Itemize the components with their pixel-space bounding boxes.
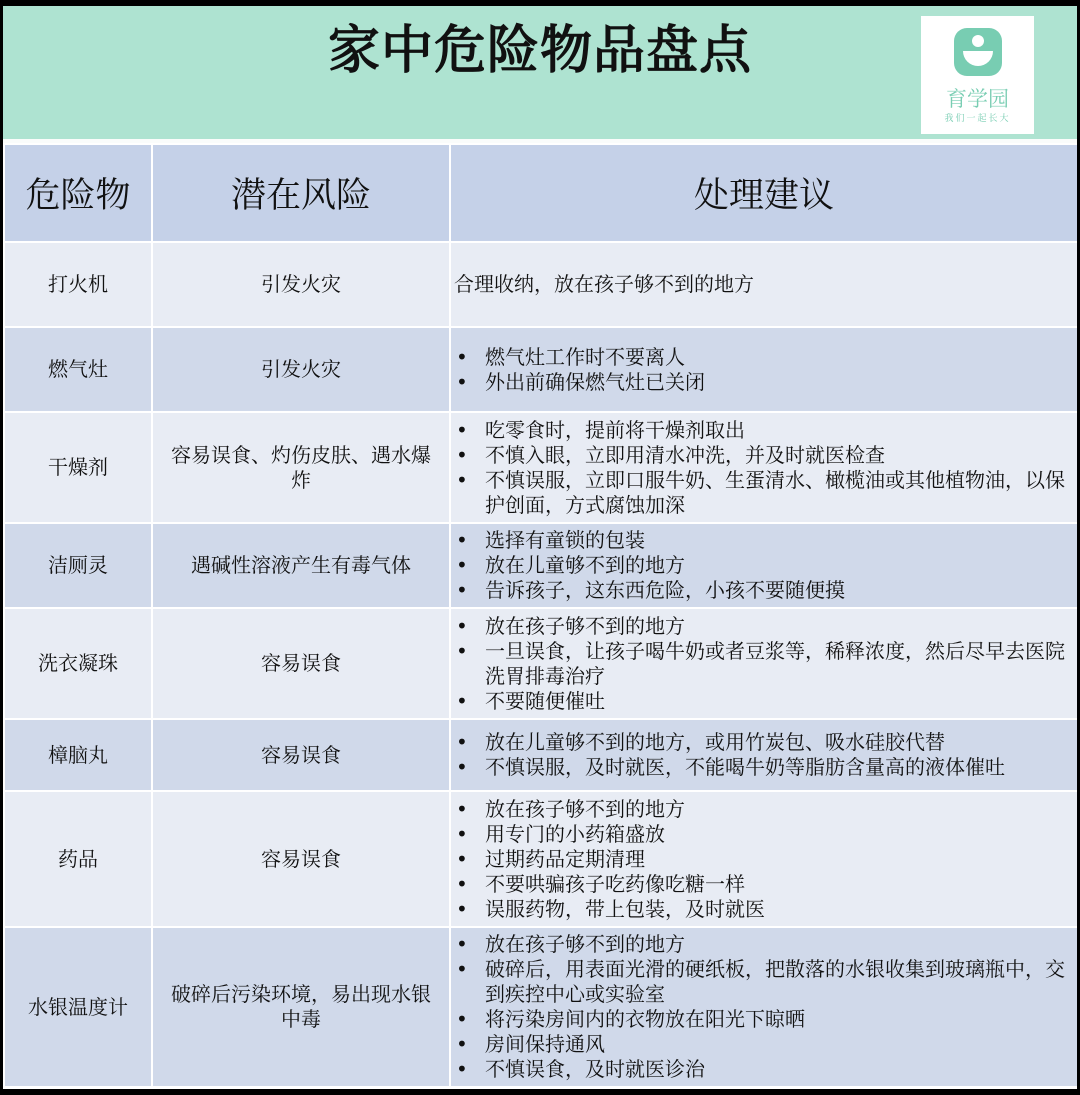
advice-list: [451, 932, 1077, 1082]
advice-item: • 放在儿童够不到的地方，或用竹炭包、吸水硅胶代替: [451, 730, 1077, 755]
risk-cell: [152, 327, 450, 412]
risk-cell: [152, 242, 450, 327]
advice-item: • 选择有童锁的包装: [451, 528, 1077, 553]
table-row: [4, 412, 1077, 523]
advice-item: • 用专门的小药箱盛放: [451, 822, 1077, 847]
advice-item: • 燃气灶工作时不要离人: [451, 345, 1077, 370]
risk-cell: [152, 791, 450, 927]
header-risk: 潜在风险: [152, 144, 450, 242]
risk-cell: [152, 927, 450, 1087]
risk-cell: [152, 412, 450, 523]
table-header-row: [4, 144, 1077, 242]
hazard-name: 药品: [4, 791, 152, 927]
risk-text: 引发火灾: [261, 272, 341, 296]
table-row: [4, 327, 1077, 412]
advice-text: 合理收纳，放在孩子够不到的地方: [454, 272, 754, 296]
table-row: [4, 608, 1077, 719]
advice-item: • 一旦误食，让孩子喝牛奶或者豆浆等，稀释浓度，然后尽早去医院洗胃排毒治疗: [451, 639, 1077, 689]
advice-cell: [450, 523, 1077, 608]
advice-item: • 不慎误服，及时就医，不能喝牛奶等脂肪含量高的液体催吐: [451, 755, 1077, 780]
advice-item: • 放在孩子够不到的地方: [451, 932, 1077, 957]
advice-cell: [450, 608, 1077, 719]
risk-text: 引发火灾: [261, 357, 341, 381]
risk-text: 容易误食: [261, 651, 341, 675]
advice-item: • 将污染房间内的衣物放在阳光下晾晒: [451, 1007, 1077, 1032]
advice-cell: [450, 412, 1077, 523]
advice-item: • 误服药物，带上包装，及时就医: [451, 897, 1077, 922]
table-row: [4, 927, 1077, 1087]
advice-cell: [450, 327, 1077, 412]
advice-item: • 不慎入眼，立即用清水冲洗，并及时就医检查: [451, 443, 1077, 468]
hazard-name: 洗衣凝珠: [4, 608, 152, 719]
advice-list: [451, 528, 1077, 603]
advice-item: • 过期药品定期清理: [451, 847, 1077, 872]
risk-text: 容易误食: [261, 846, 341, 871]
advice-list: [451, 418, 1077, 518]
hazard-name: 洁厕灵: [4, 523, 152, 608]
risk-text: 容易误食、灼伤皮肤、遇水爆炸: [171, 442, 431, 492]
advice-cell: [450, 719, 1077, 791]
brand-slogan: 我们一起长大: [944, 114, 1011, 124]
advice-item: • 不慎误服，立即口服牛奶、生蛋清水、橄榄油或其他植物油，以保护创面，方式腐蚀加深: [451, 468, 1077, 518]
advice-item: • 不要随便催吐: [451, 689, 1077, 714]
advice-list: [451, 730, 1077, 780]
advice-item: • 不要哄骗孩子吃药像吃糖一样: [451, 872, 1077, 897]
risk-cell: [152, 719, 450, 791]
risk-text: 容易误食: [261, 742, 341, 767]
table-row: [4, 242, 1077, 327]
advice-item: • 房间保持通风: [451, 1032, 1077, 1057]
table-body: [4, 242, 1077, 1087]
risk-cell: [152, 523, 450, 608]
advice-item: • 告诉孩子，这东西危险，小孩不要随便摸: [451, 578, 1077, 603]
table-row: [4, 523, 1077, 608]
advice-list: [451, 345, 1077, 395]
advice-item: • 吃零食时，提前将干燥剂取出: [451, 418, 1077, 443]
header-hazard: 危险物: [4, 144, 152, 242]
advice-item: • 放在孩子够不到的地方: [451, 797, 1077, 822]
advice-item: • 放在孩子够不到的地方: [451, 614, 1077, 639]
advice-cell: [450, 927, 1077, 1087]
hazard-name: 燃气灶: [4, 327, 152, 412]
advice-list: [451, 614, 1077, 714]
brand-name: 育学园: [946, 87, 1009, 111]
hazard-name: 水银温度计: [4, 927, 152, 1087]
advice-item: • 放在儿童够不到的地方: [451, 553, 1077, 578]
advice-item: • 不慎误食，及时就医诊治: [451, 1057, 1077, 1082]
advice-cell: [450, 791, 1077, 927]
table-row: [4, 719, 1077, 791]
hazard-name: 干燥剂: [4, 412, 152, 523]
risk-cell: [152, 608, 450, 719]
advice-list: [451, 797, 1077, 922]
table-row: [4, 791, 1077, 927]
risk-text: 破碎后污染环境，易出现水银中毒: [171, 982, 431, 1031]
risk-text: 遇碱性溶液产生有毒气体: [191, 553, 411, 577]
smile-bowl-icon: [954, 28, 1002, 76]
header-advice: 处理建议: [450, 144, 1077, 242]
title-banner: [3, 6, 1077, 143]
hazard-table: [3, 143, 1077, 1088]
advice-item: • 破碎后，用表面光滑的硬纸板，把散落的水银收集到玻璃瓶中，交到疾控中心或实验室: [451, 957, 1077, 1007]
page-title: 家中危险物品盘点: [327, 21, 752, 81]
advice-item: • 外出前确保燃气灶已关闭: [451, 370, 1077, 395]
infographic-page: [3, 6, 1077, 1089]
hazard-name: 打火机: [4, 242, 152, 327]
brand-logo: [921, 16, 1034, 134]
advice-cell: [450, 242, 1077, 327]
hazard-name: 樟脑丸: [4, 719, 152, 791]
